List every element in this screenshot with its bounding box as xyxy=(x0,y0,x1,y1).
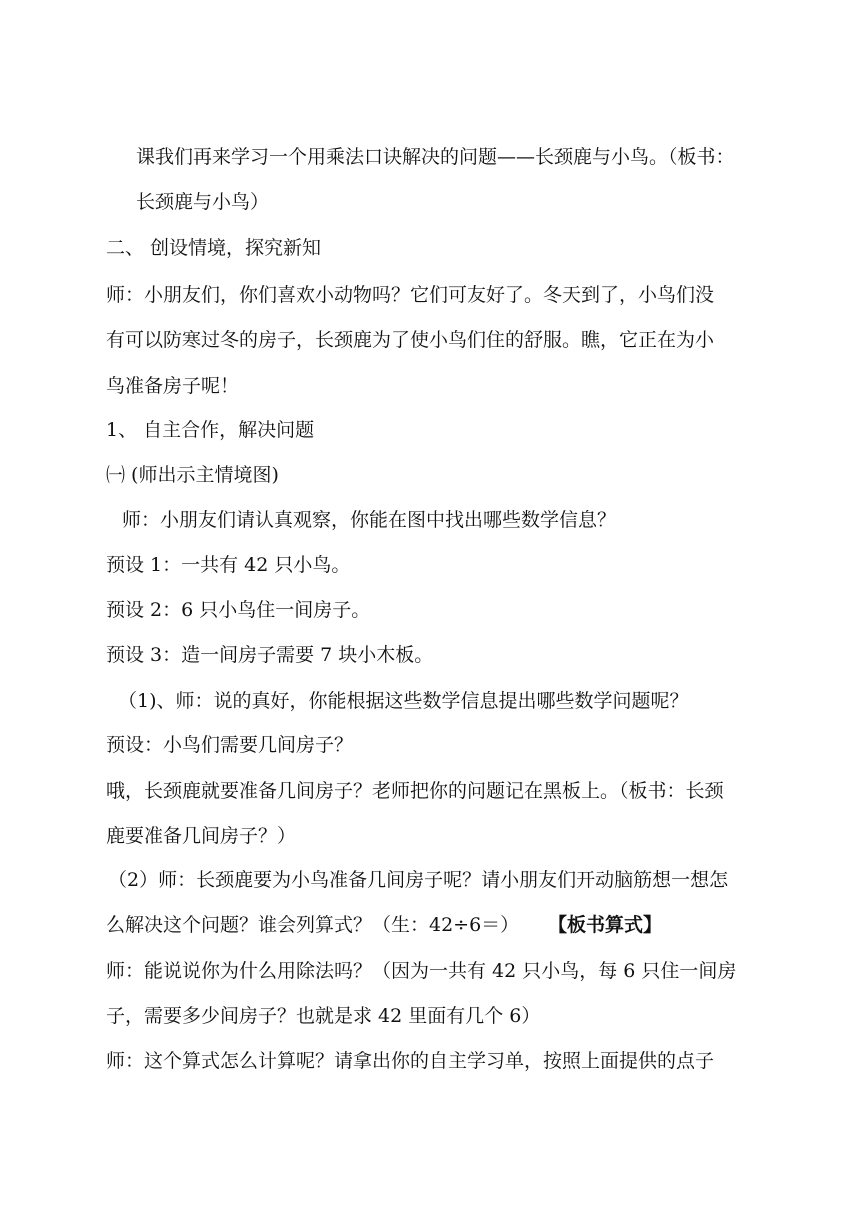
paragraph-line: 课我们再来学习一个用乘法口诀解决的问题——长颈鹿与小鸟。（板书： xyxy=(136,146,735,168)
paragraph-line: 师：这个算式怎么计算呢？请拿出你的自主学习单，按照上面提供的点子 xyxy=(106,1050,715,1072)
preset-line: 预设：小鸟们需要几间房子？ xyxy=(106,734,354,756)
preset-line: 预设 2：6 只小鸟住一间房子。 xyxy=(106,599,371,621)
paragraph-line: （1)、师：说的真好，你能根据这些数学信息提出哪些数学问题呢？ xyxy=(118,690,689,712)
sub-heading: 1、 自主合作，解决问题 xyxy=(106,419,315,441)
list-item: ㈠ (师出示主情境图) xyxy=(106,464,279,486)
paragraph-line: 师：能说说你为什么用除法吗？（因为一共有 42 只小鸟，每 6 只住一间房 xyxy=(106,960,737,982)
paragraph-line: （2）师：长颈鹿要为小鸟准备几间房子呢？请小朋友们开动脑筋想一想怎 xyxy=(108,869,729,891)
preset-line: 预设 3：造一间房子需要 7 块小木板。 xyxy=(106,644,434,666)
paragraph-line: 鹿要准备几间房子？） xyxy=(106,825,297,847)
section-heading: 二、 创设情境，探究新知 xyxy=(106,237,322,259)
paragraph-line: 长颈鹿与小鸟） xyxy=(136,191,270,213)
preset-line: 预设 1：一共有 42 只小鸟。 xyxy=(106,554,351,576)
paragraph-line: 有可以防寒过冬的房子，长颈鹿为了使小鸟们住的舒服。瞧，它正在为小 xyxy=(106,329,715,351)
paragraph-line: 么解决这个问题？谁会列算式？（生：42÷6＝） xyxy=(106,914,520,936)
paragraph-line: 子，需要多少间房子？也就是求 42 里面有几个 6） xyxy=(106,1005,541,1027)
paragraph-line: 鸟准备房子呢！ xyxy=(106,375,240,397)
paragraph-line: 哦，长颈鹿就要准备几间房子？老师把你的问题记在黑板上。（板书：长颈 xyxy=(106,780,724,802)
paragraph-line: 师：小朋友们请认真观察，你能在图中找出哪些数学信息？ xyxy=(122,509,617,531)
paragraph-line: 师：小朋友们，你们喜欢小动物吗？它们可友好了。冬天到了，小鸟们没 xyxy=(106,284,715,306)
board-formula-note: 【板书算式】 xyxy=(548,914,663,936)
